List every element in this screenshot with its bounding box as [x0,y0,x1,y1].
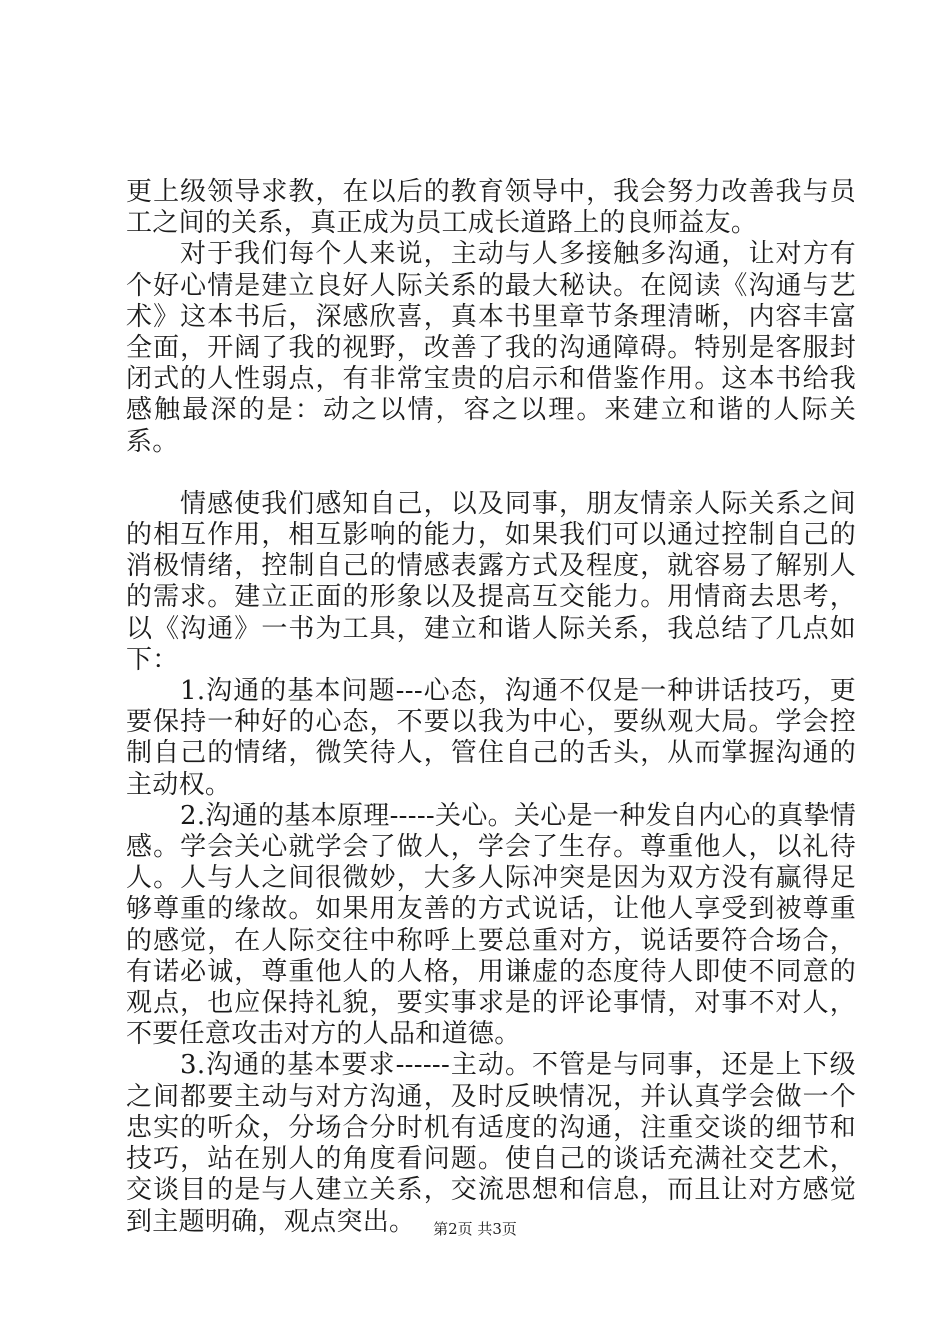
paragraph-emotion: 情感使我们感知自己，以及同事，朋友情亲人际关系之间的相互作用，相互影响的能力，如果我们可以通过控制自己的消极情绪，控制自己的情感表露方式及程度，就容易了解别人的需求。建立正面的形象以及提高互交能力。用情商去思考，以《沟通》一书为工具，建立和谐人际关系，我总结了几点如下： [126,488,856,675]
paragraph-intro: 对于我们每个人来说，主动与人多接触多沟通，让对方有个好心情是建立良好人际关系的最大秘诀。在阅读《沟通与艺术》这本书后，深感欣喜，真本书里章节条理清晰，内容丰富全面，开阔了我的视野，改善了我的沟通障碍。特别是客服封闭式的人性弱点，有非常宝贵的启示和借鉴作用。这本书给我感触最深的是：动之以情，容之以理。来建立和谐的人际关系。 [126,239,856,457]
paragraph-continuation: 更上级领导求教，在以后的教育领导中，我会努力改善我与员工之间的关系，真正成为员工成长道路上的良师益友。 [126,177,856,239]
paragraph-point-1: 1.沟通的基本问题---心态，沟通不仅是一种讲话技巧，更要保持一种好的心态，不要以我为中心，要纵观大局。学会控制自己的情绪，微笑待人，管住自己的舌头，从而掌握沟通的主动权。 [126,676,856,800]
paragraph-point-3: 3.沟通的基本要求------主动。不管是与同事，还是上下级之间都要主动与对方沟通，及时反映情况，并认真学会做一个忠实的听众，分场合分时机有适度的沟通，注重交谈的细节和技巧，站在别人的角度看问题。使自己的谈话充满社交艺术，交谈目的是与人建立关系，交流思想和信息，而且让对方感觉到主题明确，观点突出。 [126,1050,856,1237]
page-footer [0,1219,950,1239]
page-number-label: 第2页 共3页 [433,1220,517,1238]
document-body [126,177,856,1238]
paragraph-point-2: 2.沟通的基本原理-----关心。关心是一种发自内心的真挚情感。学会关心就学会了做人，学会了生存。尊重他人，以礼待人。人与人之间很微妙，大多人际冲突是因为双方没有赢得足够尊重的缘故。如果用友善的方式说话，让他人享受到被尊重的感觉，在人际交往中称呼上要总重对方，说话要符合场合，有诺必诚，尊重他人的人格，用谦虚的态度待人即使不同意的观点，也应保持礼貌，要实事求是的评论事情，对事不对人，不要任意攻击对方的人品和道德。 [126,800,856,1050]
